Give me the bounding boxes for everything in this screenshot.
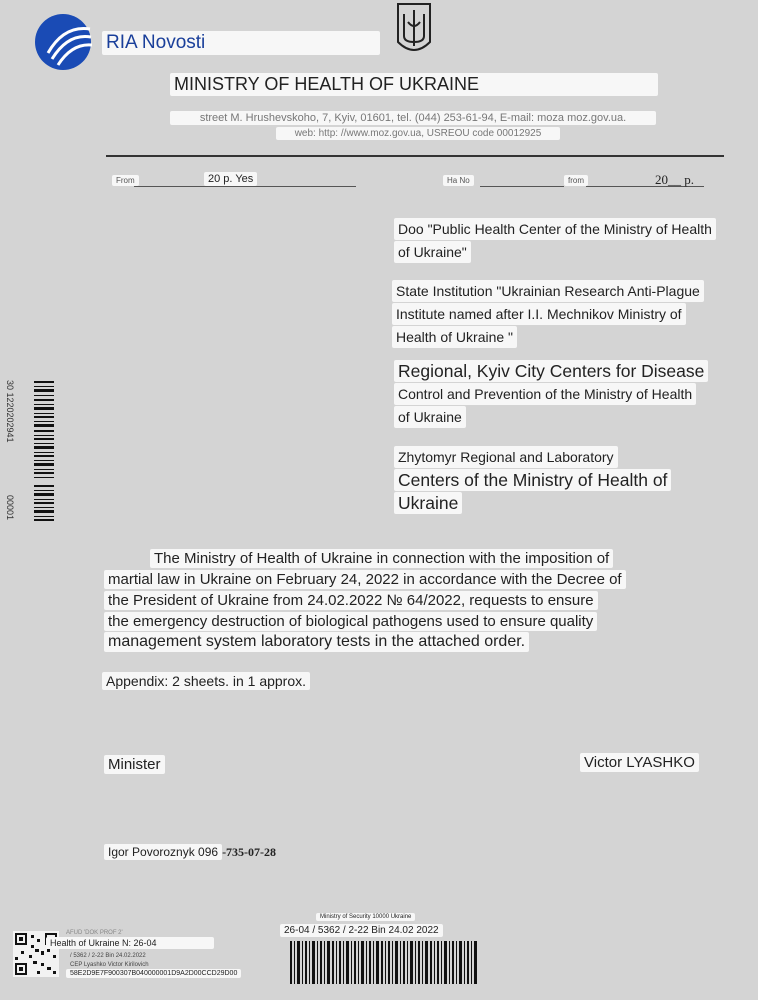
signature-name: Victor LYASHKO <box>580 753 699 772</box>
body-line: the emergency destruction of biological pathogens used to ensure quality <box>104 612 597 631</box>
from-label: From <box>112 175 139 186</box>
header-rule <box>106 155 724 157</box>
contact-line <box>104 845 276 860</box>
signature-title: Minister <box>104 755 165 774</box>
recipient-line: of Ukraine <box>394 406 466 428</box>
recipient-line: State Institution "Ukrainian Research Anti-Plague <box>392 280 704 302</box>
body-line: the President of Ukraine from 24.02.2022 № 64/2022, requests to ensure <box>104 591 598 610</box>
ministry-title: MINISTRY OF HEALTH OF UKRAINE <box>170 73 658 96</box>
recipient-line: of Ukraine" <box>394 241 471 263</box>
date-value: 20__ p. <box>655 172 694 187</box>
reg-caption: Ministry of Security 10000 Ukraine <box>316 913 415 921</box>
recipient-line: Health of Ukraine " <box>392 326 517 348</box>
from-value: 20 p. Yes <box>204 172 257 186</box>
side-barcode-bottom-text: 00001 <box>5 495 15 521</box>
trident-emblem-icon <box>394 0 434 58</box>
side-barcode-text: 30 1220202941 <box>5 380 15 443</box>
from-line <box>134 186 356 187</box>
recipient-line: Institute named after I.I. Mechnikov Ministry of <box>392 303 686 325</box>
recipient-line: Regional, Kyiv City Centers for Disease <box>394 360 708 382</box>
recipient-3 <box>394 360 724 428</box>
body-line: The Ministry of Health of Ukraine in connection with the imposition of <box>150 549 613 568</box>
recipient-line: Doo "Public Health Center of the Ministry of Health <box>394 218 716 240</box>
stamp-hash: 58E2D9E7F900307B040000001D9A2D00CCD29D00 <box>66 969 241 978</box>
stamp-reg-small: / 5362 / 2-22 Bin 24.02.2022 <box>70 953 146 959</box>
recipient-4 <box>394 446 724 514</box>
side-barcode-icon <box>16 375 58 535</box>
recipient-line: Centers of the Ministry of Health of <box>394 469 671 491</box>
recipient-2 <box>392 280 724 348</box>
number-line <box>480 186 564 187</box>
number-label: Ha No <box>443 175 474 186</box>
address-line: street M. Hrushevskoho, 7, Kyiv, 01601, tel. (044) 253-61-94, E-mail: moza moz.gov.ua. <box>170 111 656 125</box>
brand-name: RIA Novosti <box>102 31 380 55</box>
registration-barcode-icon <box>288 941 480 984</box>
stamp-registry: Health of Ukraine N: 26-04 <box>46 937 214 949</box>
ria-novosti-logo-icon <box>34 13 92 71</box>
appendix: Appendix: 2 sheets. in 1 approx. <box>102 672 310 690</box>
stamp-top-text: AFUD 'DOK PROF 2' <box>66 930 123 936</box>
reg-number: 26-04 / 5362 / 2-22 Bin 24.02 2022 <box>280 924 443 937</box>
recipient-line: Control and Prevention of the Ministry of Health <box>394 383 696 405</box>
web-line: web: http: //www.moz.gov.ua, USREOU code 00012925 <box>276 127 560 140</box>
recipient-1 <box>394 218 724 263</box>
stamp-signer: CEP Lyashko Victor Kirilovich <box>70 962 149 968</box>
recipient-line: Zhytomyr Regional and Laboratory <box>394 446 618 468</box>
contact-name: Igor Povoroznyk 096 <box>104 844 222 860</box>
body-line: management system laboratory tests in the attached order. <box>104 632 529 652</box>
date-label: from <box>564 175 588 186</box>
body-line: martial law in Ukraine on February 24, 2022 in accordance with the Decree of <box>104 570 626 589</box>
contact-phone: -735-07-28 <box>222 845 277 859</box>
recipient-line: Ukraine <box>394 492 462 514</box>
